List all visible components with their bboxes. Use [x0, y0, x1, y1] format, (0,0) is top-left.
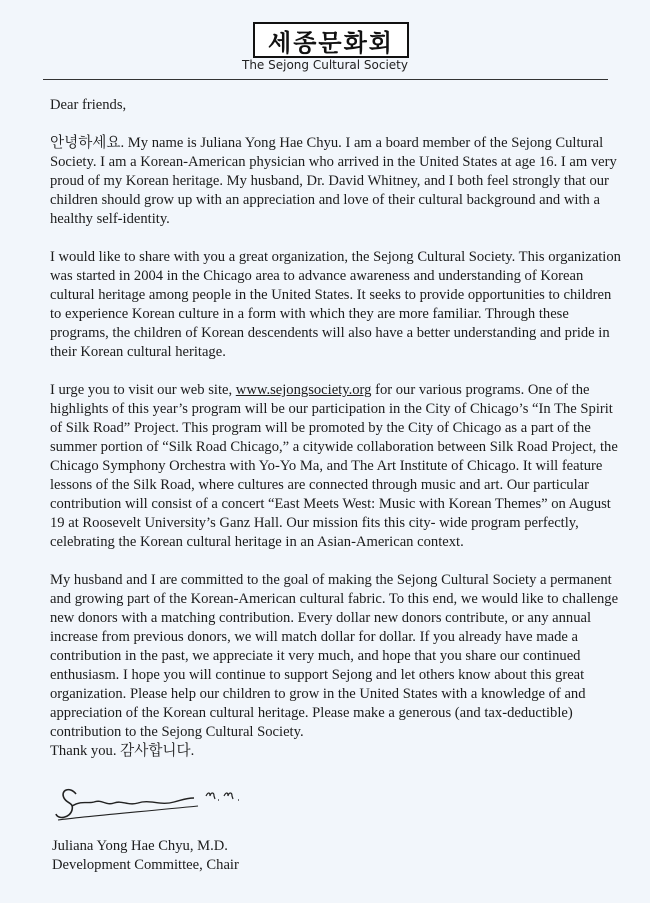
paragraph-programs-rest: for our various programs. One of the highlights of this year’s program will be our participation in the City of Chicago’s “In The Spirit of Silk Road” Project. This program will be promoted by the City of Chicago as a part of the summer portion of “Silk Road Chicago,” a citywide collaboration between Silk Road Project, the Chicago Symphony Orchestra with Yo-Yo Ma, and The Art Institute of Chicago. It will feature lessons of the Silk Road, where cultures are connected through music and art. Our particular contribution will consist of a concert “East Meets West: Music with Korean Themes” on August 19 at Roosevelt University’s Ganz Hall. Our mission fits this city- wide program perfectly, celebrating the Korean cultural heritage in an Asian-American context.: [50, 382, 618, 550]
paragraph-donation-appeal: My husband and I are committed to the goal of making the Sejong Cultural Society a permanent and growing part of the Korean-American cultural fabric. To this end, we would like to challenge new donors with a matching contribution. Every dollar new donors contribute, or any annual increase from previous donors, we will match dollar for dollar. If you already have made a contribution in the past, we appreciate it very much, and hope that you share our continued enthusiasm. I hope you will continue to support Sejong and let others know about this great organization. Please help our children to grow in the United States with a knowledge of and appreciation of the Korean cultural heritage. Please make a generous (and tax-deductible) contribution to the Sejong Cultural Society.: [50, 572, 619, 740]
paragraph-introduction: 안녕하세요. My name is Juliana Yong Hae Chyu. I am a board member of the Sejong Cultural Society. I am a Korean-American physician who arrived in the United States at age 16. I am very proud of my Korean heritage. My husband, Dr. David Whitney, and I both feel strongly that our children should grow up with an appreciation and love of their cultural background and with a healthy self-identity.: [50, 135, 617, 227]
paragraph-organization: I would like to share with you a great organization, the Sejong Cultural Society. This organization was started in 2004 in the Chicago area to advance awareness and understanding of Korean cultural heritage among people in the United States. It seeks to provide opportunities to children to experience Korean culture in a form with which they are more familiar. Through these programs, the children of Korean descendents will also have a better understanding and pride in their Korean cultural heritage.: [50, 249, 621, 360]
greeting: Dear friends,: [50, 97, 127, 113]
paragraph-programs-lead: I urge you to visit our web site,: [50, 382, 236, 398]
signer-title: Development Committee, Chair: [52, 857, 239, 873]
signature-block: [52, 837, 239, 875]
letterhead: [0, 0, 650, 80]
website-link[interactable]: www.sejongsociety.org: [235, 382, 372, 398]
paragraph-programs: [50, 381, 622, 552]
header-divider: [43, 79, 608, 80]
signer-name: Juliana Yong Hae Chyu, M.D.: [52, 838, 228, 854]
thank-you-line: Thank you. 감사합니다.: [50, 743, 195, 759]
letter-body: [50, 96, 622, 761]
handwritten-signature: [48, 782, 268, 830]
organization-name: The Sejong Cultural Society: [242, 58, 408, 72]
society-logo: 세종문화회: [253, 22, 409, 58]
